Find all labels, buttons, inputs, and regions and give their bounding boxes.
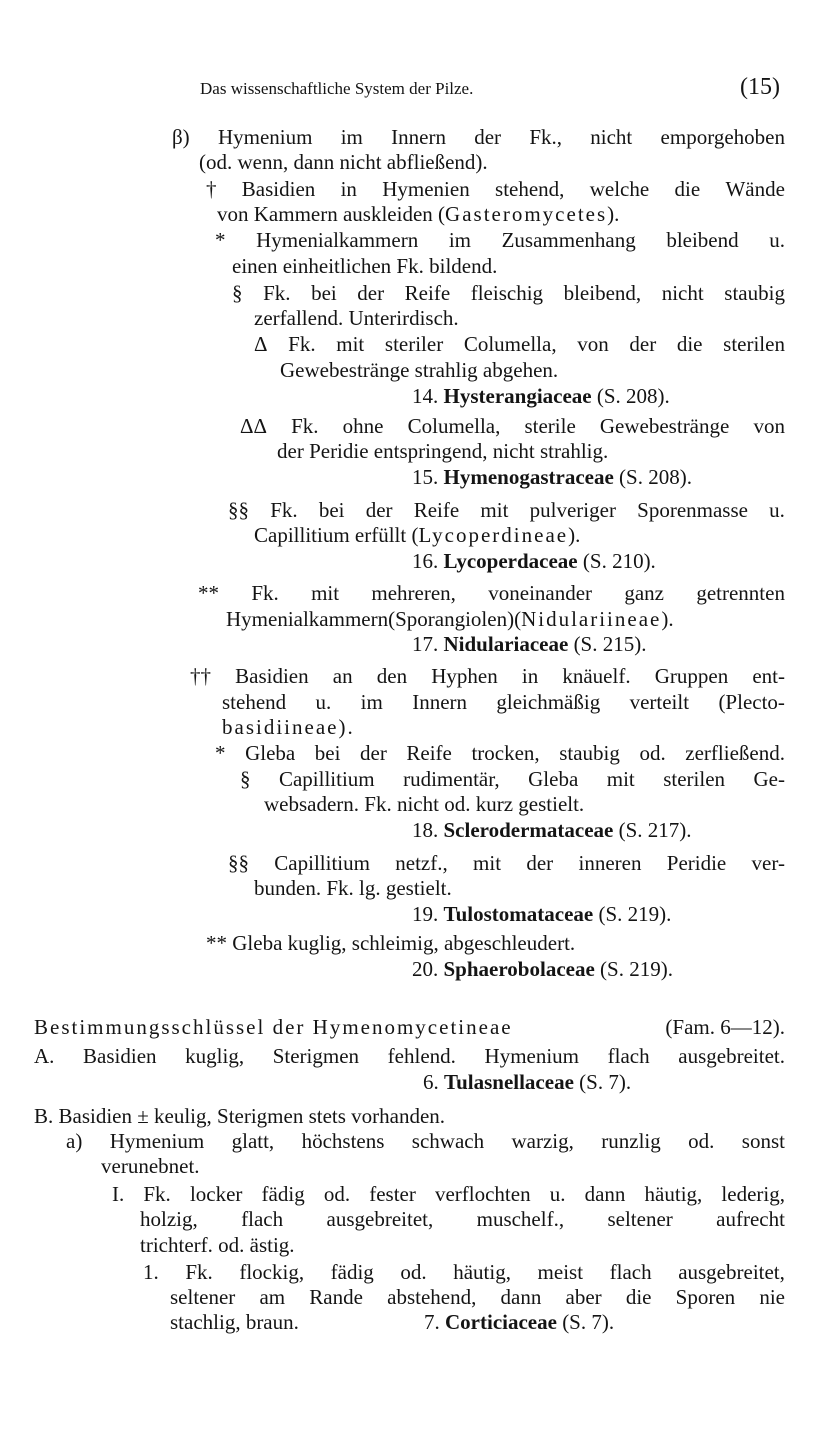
word: in bbox=[521, 664, 539, 688]
word: Fk. bbox=[291, 414, 319, 438]
word: der bbox=[629, 332, 657, 356]
word: * bbox=[215, 228, 226, 252]
word: seltener bbox=[170, 1285, 236, 1309]
word: nicht bbox=[590, 125, 633, 149]
taxon-group: Lycoperdineae bbox=[418, 523, 569, 547]
key-line: einen einheitlichen Fk. bildend. bbox=[232, 254, 498, 278]
word: Sporenmasse bbox=[637, 498, 748, 522]
word: od. bbox=[400, 1260, 427, 1284]
word: Innern bbox=[391, 125, 446, 149]
word: bei bbox=[314, 741, 341, 765]
key-line bbox=[206, 176, 785, 202]
word: od. bbox=[323, 1182, 351, 1206]
word: Fk. bbox=[251, 581, 279, 605]
word: pulveriger bbox=[529, 498, 616, 522]
word: I. bbox=[112, 1182, 125, 1206]
word: mit bbox=[480, 498, 509, 522]
word: welche bbox=[589, 177, 650, 201]
word: dann bbox=[584, 1182, 626, 1206]
word: im bbox=[360, 690, 383, 714]
word: den bbox=[376, 664, 408, 688]
key-line bbox=[34, 1043, 785, 1069]
word: verflochten bbox=[434, 1182, 531, 1206]
word: im bbox=[340, 125, 363, 149]
word: locker bbox=[189, 1182, 243, 1206]
word: seltener bbox=[607, 1207, 673, 1231]
family-entry: 16. Lycoperdaceae (S. 210). bbox=[412, 549, 656, 573]
word: höchstens bbox=[301, 1129, 385, 1153]
word: §§ bbox=[228, 851, 249, 875]
word: nicht bbox=[661, 281, 704, 305]
word: fädig bbox=[261, 1182, 305, 1206]
key-line bbox=[215, 740, 785, 766]
word: zerfließend. bbox=[685, 741, 785, 765]
word: muschelf., bbox=[476, 1207, 565, 1231]
word: fädig bbox=[330, 1260, 374, 1284]
word: von bbox=[753, 414, 785, 438]
word: Capillitium bbox=[278, 767, 375, 791]
word: bei bbox=[318, 498, 345, 522]
family-entry: 6. Tulasnellaceae (S. 7). bbox=[423, 1070, 632, 1094]
word: sterilen bbox=[663, 767, 726, 791]
word: a) bbox=[66, 1129, 83, 1153]
word: Gleba bbox=[528, 767, 579, 791]
key-line bbox=[254, 331, 785, 357]
word: u. bbox=[769, 498, 785, 522]
word: Hymenium bbox=[484, 1044, 580, 1068]
family-name: Sclerodermataceae bbox=[443, 818, 614, 842]
word: stehend bbox=[222, 690, 287, 714]
word: Sporen bbox=[675, 1285, 736, 1309]
word: getrennten bbox=[696, 581, 785, 605]
family-name: Tulostomataceae bbox=[443, 902, 594, 926]
word: ohne bbox=[342, 414, 384, 438]
word: od. bbox=[639, 741, 666, 765]
word: der bbox=[526, 851, 554, 875]
running-title: Das wissenschaftliche System der Pilze. bbox=[200, 79, 474, 98]
key-line: basidiineae). bbox=[222, 715, 355, 739]
key-line: der Peridie entspringend, nicht strahlig. bbox=[277, 439, 609, 463]
word: steriler bbox=[384, 332, 444, 356]
key-line bbox=[228, 850, 785, 876]
word: mit bbox=[473, 851, 502, 875]
word: Rande bbox=[309, 1285, 363, 1309]
word: schwach bbox=[411, 1129, 485, 1153]
word: Reife bbox=[413, 498, 460, 522]
word: Fk. bbox=[288, 332, 316, 356]
word: Ge- bbox=[753, 767, 785, 791]
word: flach bbox=[609, 1260, 652, 1284]
taxon-group: Gasteromycetes bbox=[445, 202, 608, 226]
family-name: Sphaerobolaceae bbox=[443, 957, 595, 981]
word: am bbox=[259, 1285, 286, 1309]
word: der bbox=[474, 125, 502, 149]
word: Hymenium bbox=[109, 1129, 205, 1153]
key-line bbox=[240, 766, 785, 792]
word: im bbox=[448, 228, 471, 252]
word: flach bbox=[607, 1044, 650, 1068]
key-line bbox=[222, 689, 785, 715]
family-entry: 17. Nidulariaceae (S. 215). bbox=[412, 632, 647, 656]
key-line: zerfallend. Unterirdisch. bbox=[254, 306, 459, 330]
word: häutig, bbox=[644, 1182, 703, 1206]
word: Columella, bbox=[463, 332, 557, 356]
word: der bbox=[365, 498, 393, 522]
word: u. bbox=[315, 690, 332, 714]
word: Gewebestränge bbox=[599, 414, 730, 438]
word: Peridie bbox=[666, 851, 727, 875]
word: nie bbox=[759, 1285, 785, 1309]
word: Zusammenhang bbox=[501, 228, 636, 252]
word: ver- bbox=[751, 851, 785, 875]
word: bleibend, bbox=[563, 281, 642, 305]
word: † bbox=[206, 177, 217, 201]
key-line bbox=[140, 1206, 785, 1232]
word: staubig bbox=[559, 741, 620, 765]
family-name: Nidulariaceae bbox=[443, 632, 569, 656]
word: Reife bbox=[404, 281, 451, 305]
key-line: Capillitium erfüllt (Lycoperdineae). bbox=[254, 523, 581, 547]
family-name: Corticiaceae bbox=[445, 1310, 557, 1334]
family-entry: 20. Sphaerobolaceae (S. 219). bbox=[412, 957, 673, 981]
key-line bbox=[66, 1128, 785, 1154]
word: fester bbox=[369, 1182, 416, 1206]
word: holzig, bbox=[140, 1207, 198, 1231]
word: ausgebreitet, bbox=[678, 1260, 785, 1284]
word: gleichmäßig bbox=[496, 690, 601, 714]
word: in bbox=[340, 177, 357, 201]
word: u. bbox=[549, 1182, 566, 1206]
word: netzf., bbox=[395, 851, 448, 875]
word: abstehend, bbox=[387, 1285, 477, 1309]
word: ausgebreitet, bbox=[326, 1207, 434, 1231]
word: stehend, bbox=[495, 177, 565, 201]
word: §§ bbox=[228, 498, 249, 522]
word: warzig, bbox=[511, 1129, 574, 1153]
key-line: (od. wenn, dann nicht abfließend). bbox=[199, 150, 488, 174]
word: kuglig, bbox=[185, 1044, 245, 1068]
family-entry: 18. Sclerodermataceae (S. 217). bbox=[412, 818, 692, 842]
word: fleischig bbox=[470, 281, 544, 305]
word: ΔΔ bbox=[240, 414, 268, 438]
word: emporgehoben bbox=[660, 125, 785, 149]
word: Fk. bbox=[143, 1182, 171, 1206]
family-entry: stachlig, braun. 7. Corticiaceae (S. 7). bbox=[170, 1310, 615, 1334]
key-line: websadern. Fk. nicht od. kurz gestielt. bbox=[264, 792, 585, 816]
family-name: Hysterangiaceae bbox=[443, 384, 592, 408]
word: meist bbox=[537, 1260, 584, 1284]
key-line: ** Gleba kuglig, schleimig, abgeschleudert. bbox=[206, 931, 576, 955]
word: bei bbox=[311, 281, 337, 305]
word: ausgebreitet. bbox=[678, 1044, 785, 1068]
word: sterilen bbox=[723, 332, 785, 356]
key-line: B. Basidien ± keulig, Sterigmen stets vorhanden. bbox=[34, 1104, 446, 1128]
word: Basidien bbox=[241, 177, 316, 201]
word: Hymenialkammern bbox=[256, 228, 419, 252]
word: § bbox=[240, 767, 251, 791]
word: aber bbox=[565, 1285, 602, 1309]
word: an bbox=[332, 664, 353, 688]
key-line bbox=[198, 580, 785, 606]
word: aufrecht bbox=[716, 1207, 785, 1231]
word: von bbox=[577, 332, 609, 356]
word: inneren bbox=[578, 851, 642, 875]
word: § bbox=[232, 281, 243, 305]
word: Gleba bbox=[245, 741, 296, 765]
family-entry: 14. Hysterangiaceae (S. 208). bbox=[412, 384, 670, 408]
family-entry: 15. Hymenogastraceae (S. 208). bbox=[412, 465, 692, 489]
key-line bbox=[240, 413, 785, 439]
word: Fk. bbox=[185, 1260, 213, 1284]
word: knäuelf. bbox=[562, 664, 631, 688]
word: Fk., bbox=[529, 125, 563, 149]
word: Fk. bbox=[270, 498, 298, 522]
word: mit bbox=[606, 767, 635, 791]
word: mit bbox=[336, 332, 365, 356]
word: glatt, bbox=[231, 1129, 275, 1153]
word: Wände bbox=[725, 177, 785, 201]
key-line bbox=[215, 227, 785, 253]
key-line: Hymenialkammern(Sporangiolen)(Nidulariineae). bbox=[226, 607, 674, 631]
word: lederig, bbox=[721, 1182, 785, 1206]
family-entry: 19. Tulostomataceae (S. 219). bbox=[412, 902, 672, 926]
key-line: trichterf. od. ästig. bbox=[140, 1233, 295, 1257]
key-line: von Kammern auskleiden (Gasteromycetes). bbox=[217, 202, 620, 226]
word: Capillitium bbox=[274, 851, 370, 875]
word: Basidien bbox=[83, 1044, 157, 1068]
word: Hymenium bbox=[217, 125, 313, 149]
key-line: verunebnet. bbox=[101, 1154, 200, 1178]
word: β) bbox=[172, 125, 190, 149]
word: staubig bbox=[724, 281, 785, 305]
word: flockig, bbox=[239, 1260, 305, 1284]
word: die bbox=[674, 177, 701, 201]
family-name: Tulasnellaceae bbox=[444, 1070, 574, 1094]
word: Gruppen bbox=[654, 664, 729, 688]
word: fehlend. bbox=[387, 1044, 456, 1068]
word: * bbox=[215, 741, 226, 765]
key-line bbox=[170, 1284, 785, 1310]
word: sonst bbox=[741, 1129, 785, 1153]
word: der bbox=[360, 741, 387, 765]
word: runzlig bbox=[601, 1129, 661, 1153]
family-name: Hymenogastraceae bbox=[443, 465, 614, 489]
family-name: Lycoperdaceae bbox=[443, 549, 578, 573]
word: Sterigmen bbox=[272, 1044, 360, 1068]
section-heading: Bestimmungsschlüssel der Hymenomycetineae (Fam. 6—12). bbox=[34, 1015, 785, 1039]
word: trocken, bbox=[471, 741, 540, 765]
word: ganz bbox=[624, 581, 665, 605]
word: Reife bbox=[406, 741, 452, 765]
word: Hyphen bbox=[431, 664, 498, 688]
key-line bbox=[143, 1259, 785, 1285]
word: 1. bbox=[143, 1260, 159, 1284]
word: Hymenien bbox=[382, 177, 470, 201]
word: flach bbox=[241, 1207, 284, 1231]
word: A. bbox=[34, 1044, 55, 1068]
word: ent- bbox=[752, 664, 785, 688]
key-line: Gewebestränge strahlig abgehen. bbox=[280, 358, 559, 382]
word: †† bbox=[190, 664, 211, 688]
word: mit bbox=[311, 581, 340, 605]
word: verteilt bbox=[629, 690, 690, 714]
word: voneinander bbox=[488, 581, 593, 605]
word: bleibend bbox=[666, 228, 739, 252]
key-line bbox=[228, 497, 785, 523]
page-number: (15) bbox=[740, 74, 780, 100]
word: (Plecto- bbox=[718, 690, 785, 714]
key-line bbox=[232, 280, 785, 306]
word: mehreren, bbox=[371, 581, 456, 605]
word: Columella, bbox=[407, 414, 501, 438]
word: häutig, bbox=[453, 1260, 511, 1284]
key-line bbox=[112, 1181, 785, 1207]
word: sterile bbox=[524, 414, 576, 438]
word: rudimentär, bbox=[403, 767, 500, 791]
word: die bbox=[676, 332, 703, 356]
word: der bbox=[357, 281, 385, 305]
key-line: bunden. Fk. lg. gestielt. bbox=[254, 876, 452, 900]
taxon-group: Nidulariineae bbox=[521, 607, 662, 631]
word: u. bbox=[769, 228, 785, 252]
word: Innern bbox=[412, 690, 468, 714]
word: Basidien bbox=[235, 664, 309, 688]
key-line bbox=[172, 124, 785, 150]
word: Δ bbox=[254, 332, 268, 356]
word: od. bbox=[688, 1129, 715, 1153]
word: Fk. bbox=[263, 281, 291, 305]
key-line bbox=[190, 663, 785, 689]
word: die bbox=[625, 1285, 652, 1309]
word: ** bbox=[198, 581, 219, 605]
word: dann bbox=[500, 1285, 542, 1309]
